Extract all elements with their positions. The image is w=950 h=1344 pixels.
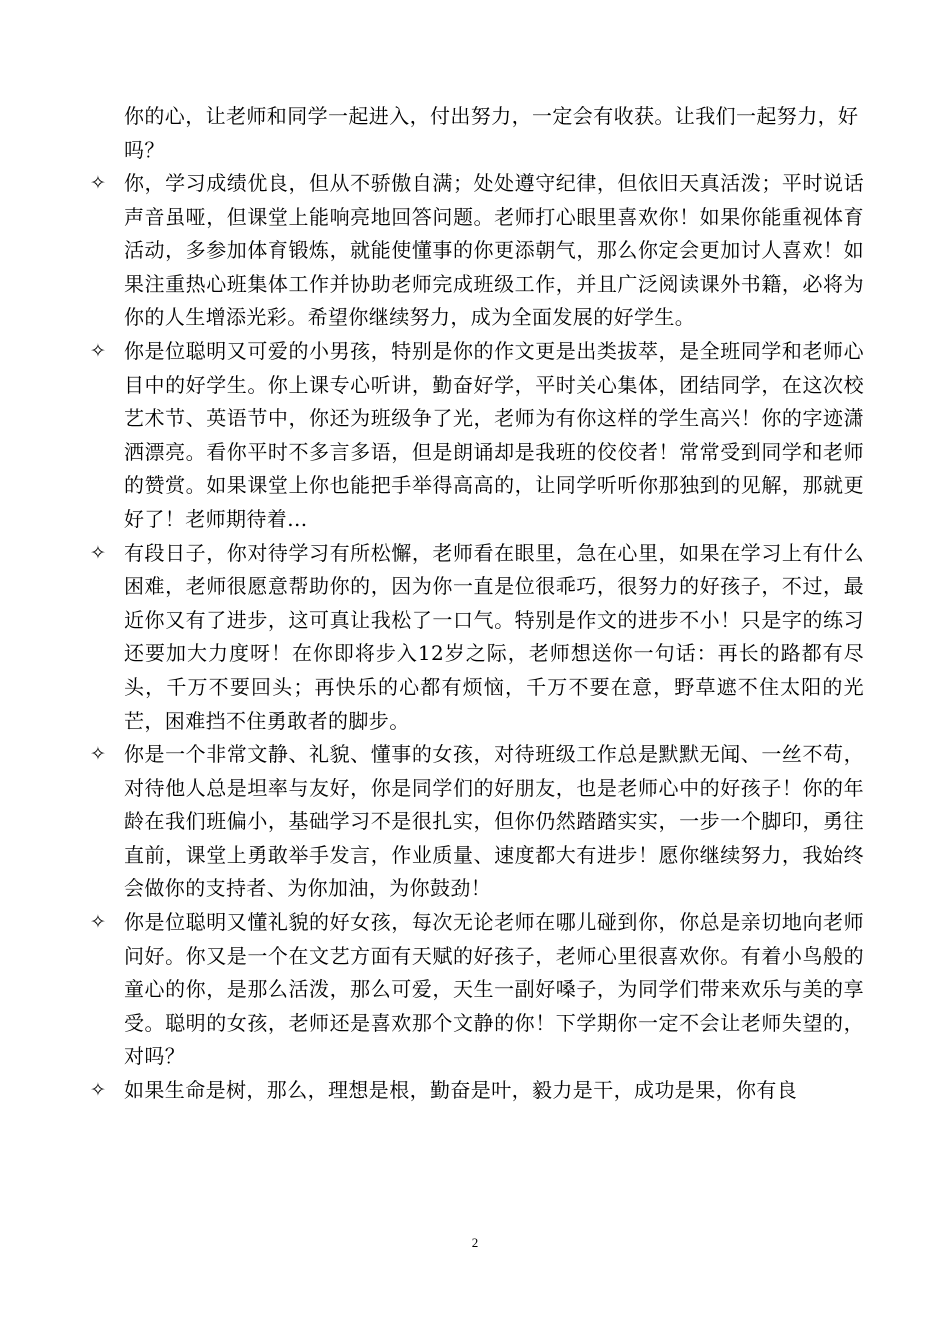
continued-paragraph: 你的心，让老师和同学一起进入，付出努力，一定会有收获。让我们一起努力，好吗？ — [124, 104, 859, 162]
list-item-text: 你，学习成绩优良，但从不骄傲自满；处处遵守纪律，但依旧天真活泼；平时说话声音虽哑，但课堂上能响亮地回答问题。老师打心眼里喜欢你！如果你能重视体育活动，多参加体育锻炼，就能使懂事的你更添朝气，那么你定会更加讨人喜欢！如果注重热心班集体工作并协助老师完成班级工作，并且广泛阅读课外书籍，必将为你的人生增添光彩。希望你继续努力，成为全面发展的好学生。 — [124, 171, 864, 330]
list-item — [0, 335, 950, 537]
diamond-bullet-icon: ✧ — [90, 743, 106, 766]
list-item-text: 如果生命是树，那么，理想是根，勤奋是叶，毅力是干，成功是果，你有良 — [124, 1078, 798, 1103]
list-item-text: 你是位聪明又懂礼貌的好女孩，每次无论老师在哪儿碰到你，你总是亲切地向老师问好。你又是一个在文艺方面有天赋的好孩子，老师心里很喜欢你。有着小鸟般的童心的你，是那么活泼，那么可爱，天生一副好嗓子，为同学们带来欢乐与美的享受。聪明的女孩，老师还是喜欢那个文静的你！下学期你一定不会让老师失望的，对吗？ — [124, 910, 864, 1069]
diamond-bullet-icon: ✧ — [90, 541, 106, 564]
list-item-text: 你是位聪明又可爱的小男孩，特别是你的作文更是出类拔萃，是全班同学和老师心目中的好学生。你上课专心听讲，勤奋好学，平时关心集体，团结同学，在这次校艺术节、英语节中，你还为班级争了光，老师为有你这样的学生高兴！你的字迹潇洒漂亮。看你平时不多言多语，但是朗诵却是我班的佼佼者！常常受到同学和老师的赞赏。如果课堂上你也能把手举得高高的，让同学听听你那独到的见解，那就更好了！老师期待着... — [124, 338, 864, 531]
diamond-bullet-icon: ✧ — [90, 911, 106, 934]
list-item-text: 有段日子，你对待学习有所松懈，老师看在眼里，急在心里，如果在学习上有什么困难，老师很愿意帮助你的，因为你一直是位很乖巧，很努力的好孩子，不过，最近你又有了进步，这可真让我松了一口气。特别是作文的进步不小！只是字的练习还要加大力度呀！在你即将步入12岁之际，老师想送你一句话：再长的路都有尽头，千万不要回头；再快乐的心都有烦恼，千万不要在意，野草遮不住太阳的光芒，困难挡不住勇敢者的脚步。 — [124, 540, 864, 733]
list-item — [0, 906, 950, 1074]
list-item — [0, 537, 950, 739]
list-item-text: 你是一个非常文静、礼貌、懂事的女孩，对待班级工作总是默默无闻、一丝不苟，对待他人总是坦率与友好，你是同学们的好朋友，也是老师心中的好孩子！你的年龄在我们班偏小，基础学习不是很扎实，但你仍然踏踏实实，一步一个脚印，勇往直前，课堂上勇敢举手发言，作业质量、速度都大有进步！愿你继续努力，我始终会做你的支持者、为你加油，为你鼓劲！ — [124, 742, 864, 901]
list-item — [0, 738, 950, 906]
diamond-bullet-icon: ✧ — [90, 1079, 106, 1102]
list-item — [0, 167, 950, 335]
comment-list — [0, 167, 950, 1108]
diamond-bullet-icon: ✧ — [90, 339, 106, 362]
list-item — [0, 1074, 950, 1108]
diamond-bullet-icon: ✧ — [90, 172, 106, 194]
page-number: 2 — [471, 1235, 479, 1250]
